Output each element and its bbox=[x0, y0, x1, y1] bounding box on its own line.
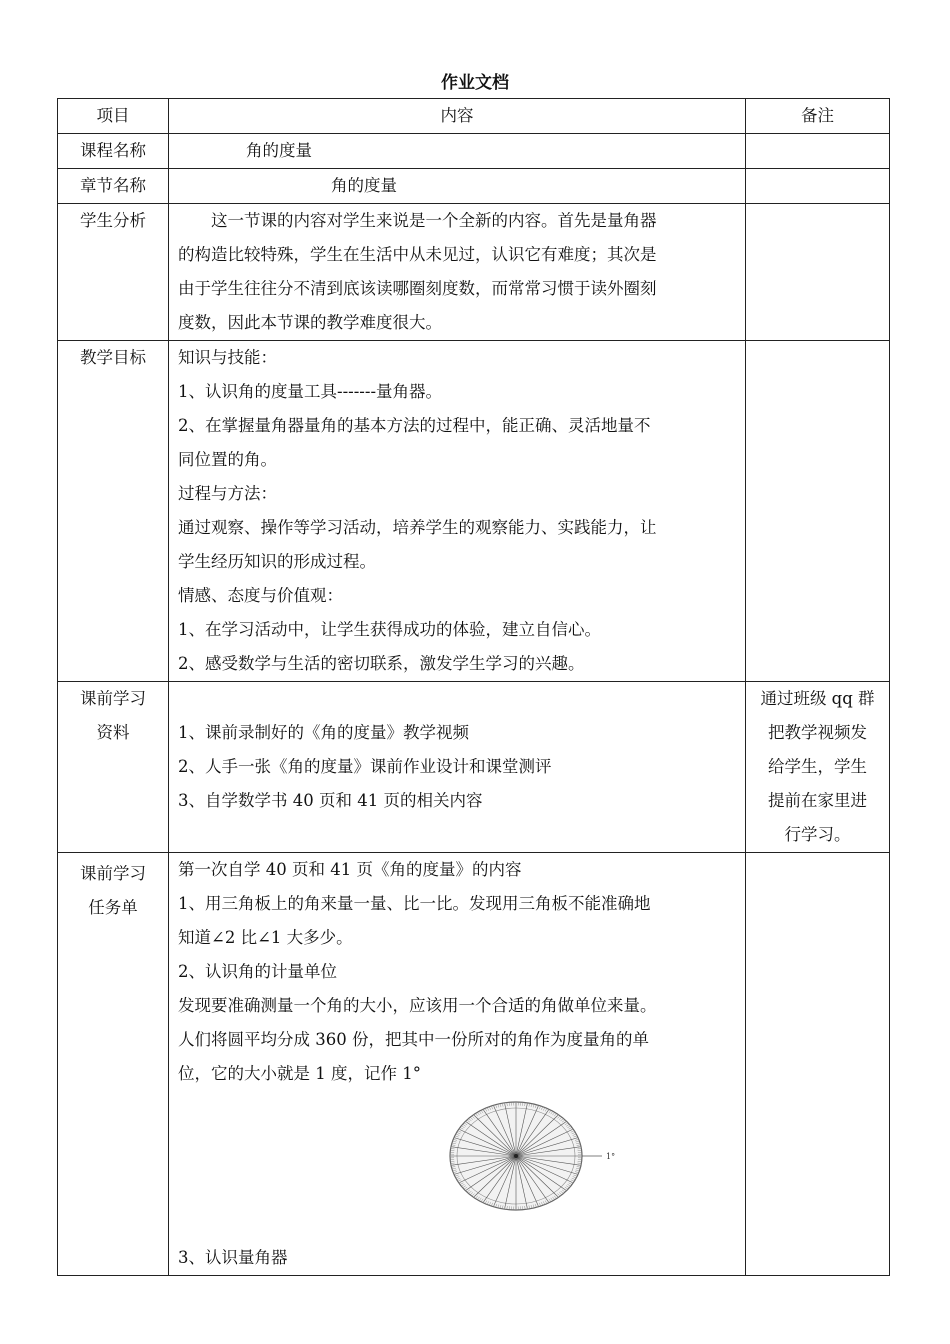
course-row bbox=[58, 134, 890, 169]
degree-circle-diagram bbox=[448, 1099, 638, 1229]
course-value: 角的度量 bbox=[246, 141, 312, 160]
tasks-line: 位，它的大小就是 1 度，记作 1° bbox=[178, 1064, 421, 1083]
homework-table bbox=[57, 98, 890, 1276]
chapter-label: 章节名称 bbox=[58, 169, 169, 204]
course-remark bbox=[746, 134, 890, 169]
goals-line: 学生经历知识的形成过程。 bbox=[178, 552, 376, 571]
tasks-line: 2、认识角的计量单位 bbox=[178, 962, 337, 981]
goals-label: 教学目标 bbox=[58, 341, 169, 682]
analysis-line: 的构造比较特殊，学生在生活中从未见过，认识它有难度；其次是 bbox=[178, 245, 657, 264]
analysis-content bbox=[169, 204, 746, 341]
materials-line: 2、人手一张《角的度量》课前作业设计和课堂测评 bbox=[178, 757, 552, 776]
tasks-content bbox=[169, 853, 746, 1276]
materials-row bbox=[58, 682, 890, 853]
goals-remark bbox=[746, 341, 890, 682]
tasks-line: 发现要准确测量一个角的大小，应该用一个合适的角做单位来量。 bbox=[178, 996, 657, 1015]
materials-line: 3、自学数学书 40 页和 41 页的相关内容 bbox=[178, 791, 483, 810]
degree-circle-figure bbox=[178, 1091, 736, 1241]
analysis-remark bbox=[746, 204, 890, 341]
tasks-row bbox=[58, 853, 890, 1276]
header-content: 内容 bbox=[169, 99, 746, 134]
materials-label-line: 课前学习 bbox=[80, 689, 146, 708]
goals-line: 同位置的角。 bbox=[178, 450, 277, 469]
tasks-label-line: 任务单 bbox=[88, 898, 138, 917]
tasks-label-line: 课前学习 bbox=[80, 864, 146, 883]
tasks-label bbox=[58, 853, 169, 1276]
tasks-remark bbox=[746, 853, 890, 1276]
goals-line: 情感、态度与价值观： bbox=[178, 586, 343, 605]
analysis-label: 学生分析 bbox=[58, 204, 169, 341]
analysis-line: 由于学生往往分不清到底该读哪圈刻度数，而常常习惯于读外圈刻 bbox=[178, 279, 657, 298]
materials-note-line: 给学生，学生 bbox=[768, 757, 867, 776]
materials-remark bbox=[746, 682, 890, 853]
tasks-line: 人们将圆平均分成 360 份，把其中一份所对的角作为度量角的单 bbox=[178, 1030, 649, 1049]
chapter-remark bbox=[746, 169, 890, 204]
circle-center bbox=[514, 1154, 518, 1158]
document-title: 作业文档 bbox=[441, 73, 509, 93]
goals-row bbox=[58, 341, 890, 682]
goals-line: 通过观察、操作等学习活动，培养学生的观察能力、实践能力，让 bbox=[178, 518, 657, 537]
tasks-line: 知道∠2 比∠1 大多少。 bbox=[178, 928, 353, 947]
materials-line: 1、课前录制好的《角的度量》教学视频 bbox=[178, 723, 469, 742]
analysis-line: 这一节课的内容对学生来说是一个全新的内容。首先是量角器 bbox=[211, 211, 657, 230]
analysis-row bbox=[58, 204, 890, 341]
materials-content bbox=[169, 682, 746, 853]
course-label: 课程名称 bbox=[58, 134, 169, 169]
chapter-value: 角的度量 bbox=[331, 176, 397, 195]
materials-note-line: 通过班级 qq 群 bbox=[760, 689, 875, 708]
materials-note-line: 把教学视频发 bbox=[768, 723, 867, 742]
header-item: 项目 bbox=[58, 99, 169, 134]
materials-note-line: 行学习。 bbox=[784, 825, 851, 844]
materials-label bbox=[58, 682, 169, 853]
tasks-line: 第一次自学 40 页和 41 页《角的度量》的内容 bbox=[178, 860, 522, 879]
tasks-line: 1、用三角板上的角来量一量、比一比。发现用三角板不能准确地 bbox=[178, 894, 651, 913]
tasks-line: 3、认识量角器 bbox=[178, 1248, 288, 1267]
goals-line: 2、在掌握量角器量角的基本方法的过程中，能正确、灵活地量不 bbox=[178, 416, 651, 435]
goals-line: 2、感受数学与生活的密切联系，激发学生学习的兴趣。 bbox=[178, 654, 585, 673]
header-remark: 备注 bbox=[746, 99, 890, 134]
materials-note-line: 提前在家里进 bbox=[768, 791, 867, 810]
goals-content bbox=[169, 341, 746, 682]
goals-line: 知识与技能： bbox=[178, 348, 277, 367]
chapter-row bbox=[58, 169, 890, 204]
materials-label-line: 资料 bbox=[96, 723, 130, 742]
header-row bbox=[58, 99, 890, 134]
one-degree-label: 1° bbox=[606, 1152, 616, 1161]
goals-line: 1、认识角的度量工具-------量角器。 bbox=[178, 382, 443, 401]
goals-line: 1、在学习活动中，让学生获得成功的体验，建立自信心。 bbox=[178, 620, 601, 639]
goals-line: 过程与方法： bbox=[178, 484, 277, 503]
analysis-line: 度数，因此本节课的教学难度很大。 bbox=[178, 313, 442, 332]
